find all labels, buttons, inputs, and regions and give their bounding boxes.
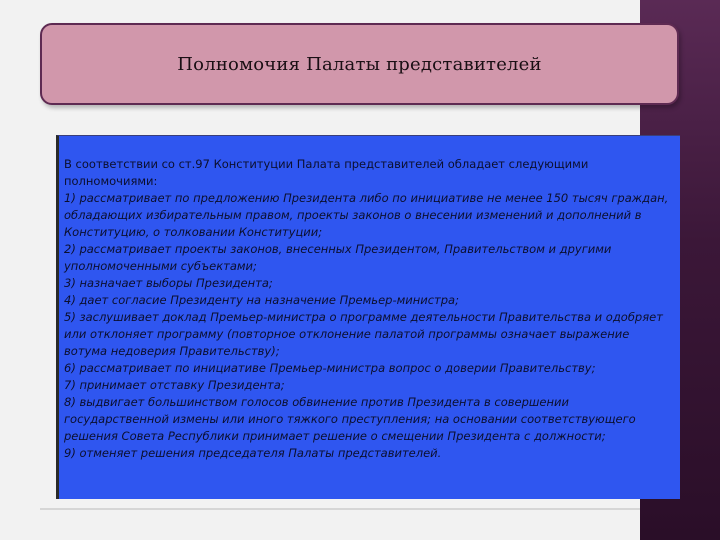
list-item: 5) заслушивает доклад Премьер-министра о программе деятельности Правительства и одобряет или отклоняет программу (повторное отклонение палатой программы означает выражение вотума недоверия Правительству); bbox=[64, 310, 663, 358]
list-item: 3) назначает выборы Президента; bbox=[64, 276, 273, 290]
list-item: 4) дает согласие Президенту на назначение Премьер-министра; bbox=[64, 293, 459, 307]
intro-text: В соответствии со ст.97 Конституции Палата представителей обладает следующими полномочиями: bbox=[64, 157, 589, 188]
slide-title-box bbox=[40, 23, 679, 105]
list-item: 8) выдвигает большинством голосов обвинение против Президента в совершении государственной измены или иного тяжкого преступления; на основании соответствующего решения Совета Республики принимает решение о смещении Президента с должности; bbox=[64, 395, 636, 443]
content-box bbox=[56, 135, 680, 499]
slide-title: Полномочия Палаты представителей bbox=[177, 53, 542, 75]
list-item: 7) принимает отставку Президента; bbox=[64, 378, 285, 392]
footer-divider bbox=[40, 508, 640, 510]
list-item: 9) отменяет решения председателя Палаты представителей. bbox=[64, 446, 442, 460]
list-item: 1) рассматривает по предложению Президента либо по инициативе не менее 150 тысяч граждан, обладающих избирательным правом, проекты законов о внесении изменений и дополнений в Конституцию, о толковании Конституции; bbox=[64, 191, 669, 239]
list-item: 2) рассматривает проекты законов, внесенных Президентом, Правительством и другими уполномоченными субъектами; bbox=[64, 242, 612, 273]
list-item: 6) рассматривает по инициативе Премьер-министра вопрос о доверии Правительству; bbox=[64, 361, 596, 375]
